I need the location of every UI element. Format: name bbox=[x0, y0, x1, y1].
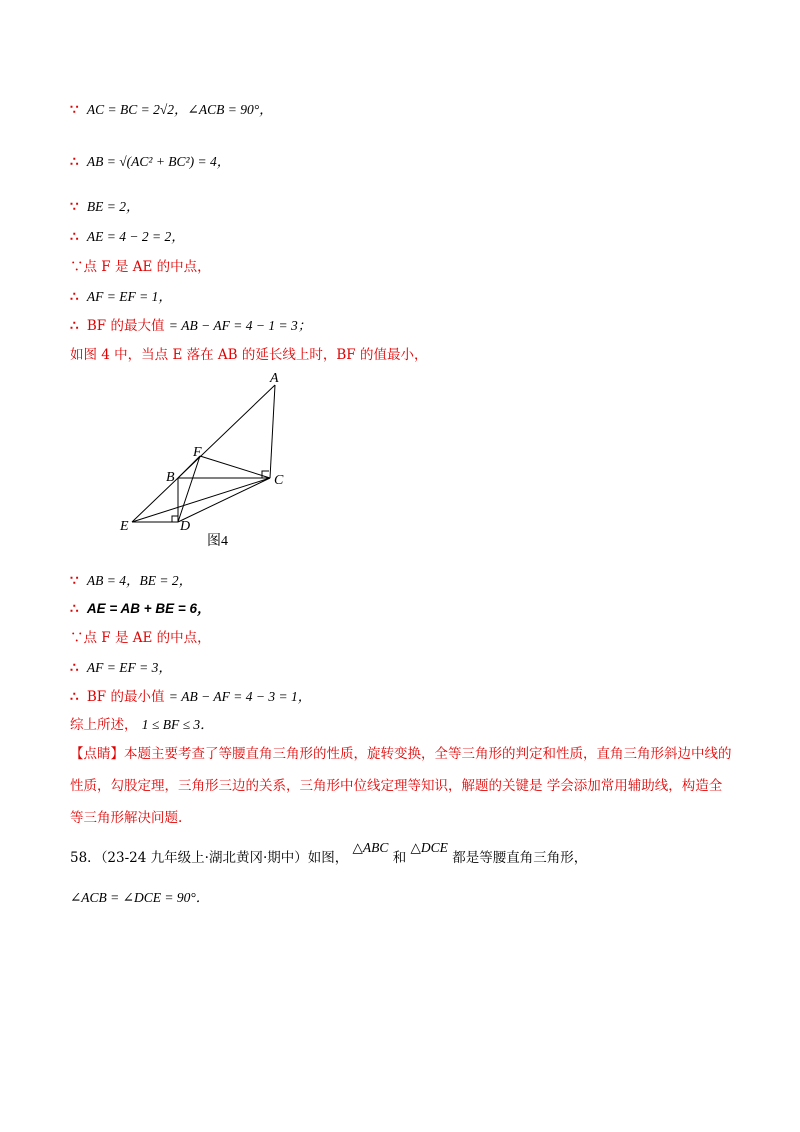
proof-line-11: ∵点 F 是 AE 的中点， bbox=[70, 630, 211, 646]
text-fragment: 综上所述， bbox=[70, 717, 138, 733]
label-C: C bbox=[274, 473, 284, 488]
proof-line-13 bbox=[70, 687, 311, 707]
segment-AE bbox=[132, 385, 275, 522]
therefore-symbol: ∴ bbox=[70, 318, 79, 334]
triangle-dce: △DCE bbox=[410, 840, 448, 855]
because-symbol: ∵ bbox=[70, 573, 79, 589]
proof-line-9 bbox=[70, 571, 192, 591]
because-symbol: ∵ bbox=[70, 199, 79, 215]
proof-line-3 bbox=[70, 197, 140, 217]
therefore-symbol: ∴ bbox=[70, 689, 79, 705]
therefore-symbol: ∴ bbox=[70, 154, 79, 170]
figure-caption: 图4 bbox=[207, 534, 228, 549]
text-fragment: BF 的最大值 bbox=[86, 318, 165, 334]
proof-line-7 bbox=[70, 316, 311, 336]
text-fragment: BF 的最小值 bbox=[86, 689, 165, 705]
question-58-line-1 bbox=[70, 840, 588, 868]
proof-line-10 bbox=[70, 599, 211, 619]
segment-DC bbox=[178, 478, 270, 522]
segment-AC bbox=[270, 385, 275, 478]
label-A: A bbox=[270, 371, 279, 386]
proof-line-12 bbox=[70, 658, 172, 678]
proof-line-14 bbox=[70, 715, 214, 735]
proof-line-2 bbox=[70, 152, 230, 172]
segment-EC bbox=[132, 478, 270, 522]
math-expression: AF = EF = 1， bbox=[86, 289, 172, 304]
question-58-line-2 bbox=[70, 888, 209, 908]
therefore-symbol: ∴ bbox=[70, 289, 79, 305]
key-point-comment: 【点睛】本题主要考查了等腰直角三角形的性质，旋转变换，全等三角形的判定和性质，直角三角形斜边中线的性质，勾股定理，三角形三边的关系，三角形中位线定理等知识，解题的关键是 学会添加常用辅助线，构造全等三角形解决问题. bbox=[70, 746, 732, 826]
label-E: E bbox=[120, 519, 129, 534]
math-expression: AE = 4 − 2 = 2， bbox=[86, 229, 185, 244]
angle-condition: ∠ACB = ∠DCE = 90°． bbox=[70, 890, 210, 905]
label-B: B bbox=[166, 470, 175, 485]
therefore-symbol: ∴ bbox=[70, 660, 79, 676]
segment-FD bbox=[178, 456, 200, 522]
proof-line-8: 如图 4 中，当点 E 落在 AB 的延长线上时，BF 的值最小， bbox=[70, 347, 428, 363]
therefore-symbol: ∴ bbox=[70, 601, 79, 617]
proof-line-6 bbox=[70, 287, 172, 307]
triangle-abc: △ABC bbox=[352, 840, 389, 855]
math-expression: AC = BC = 2√2，∠ACB = 90°， bbox=[86, 102, 273, 117]
figure-4 bbox=[110, 368, 310, 548]
math-expression: 1 ≤ BF ≤ 3． bbox=[141, 717, 214, 732]
because-symbol: ∵ bbox=[70, 102, 79, 118]
proof-line-1 bbox=[70, 100, 273, 120]
math-expression: BE = 2， bbox=[86, 199, 140, 214]
math-expression: AB = √(AC² + BC²) = 4， bbox=[86, 154, 231, 169]
math-expression: AF = EF = 3， bbox=[86, 660, 172, 675]
right-angle-mark-D bbox=[172, 516, 178, 522]
question-number: 58． bbox=[70, 850, 101, 866]
question-source: （23-24 九年级上·湖北黄冈·期中）如图， bbox=[100, 850, 349, 866]
math-expression: = AB − AF = 4 − 1 = 3； bbox=[168, 318, 312, 333]
and-text: 和 bbox=[392, 850, 407, 866]
proof-line-5: ∵点 F 是 AE 的中点， bbox=[70, 259, 211, 275]
math-expression: = AB − AF = 4 − 3 = 1， bbox=[168, 689, 312, 704]
proof-line-4 bbox=[70, 227, 185, 247]
segment-FC bbox=[200, 456, 270, 478]
therefore-symbol: ∴ bbox=[70, 229, 79, 245]
question-rest: 都是等腰直角三角形， bbox=[452, 850, 588, 866]
math-expression: AB = 4，BE = 2， bbox=[86, 573, 193, 588]
label-D: D bbox=[180, 519, 191, 534]
math-expression: AE = AB + BE = 6， bbox=[86, 601, 211, 616]
label-F: F bbox=[193, 445, 202, 460]
